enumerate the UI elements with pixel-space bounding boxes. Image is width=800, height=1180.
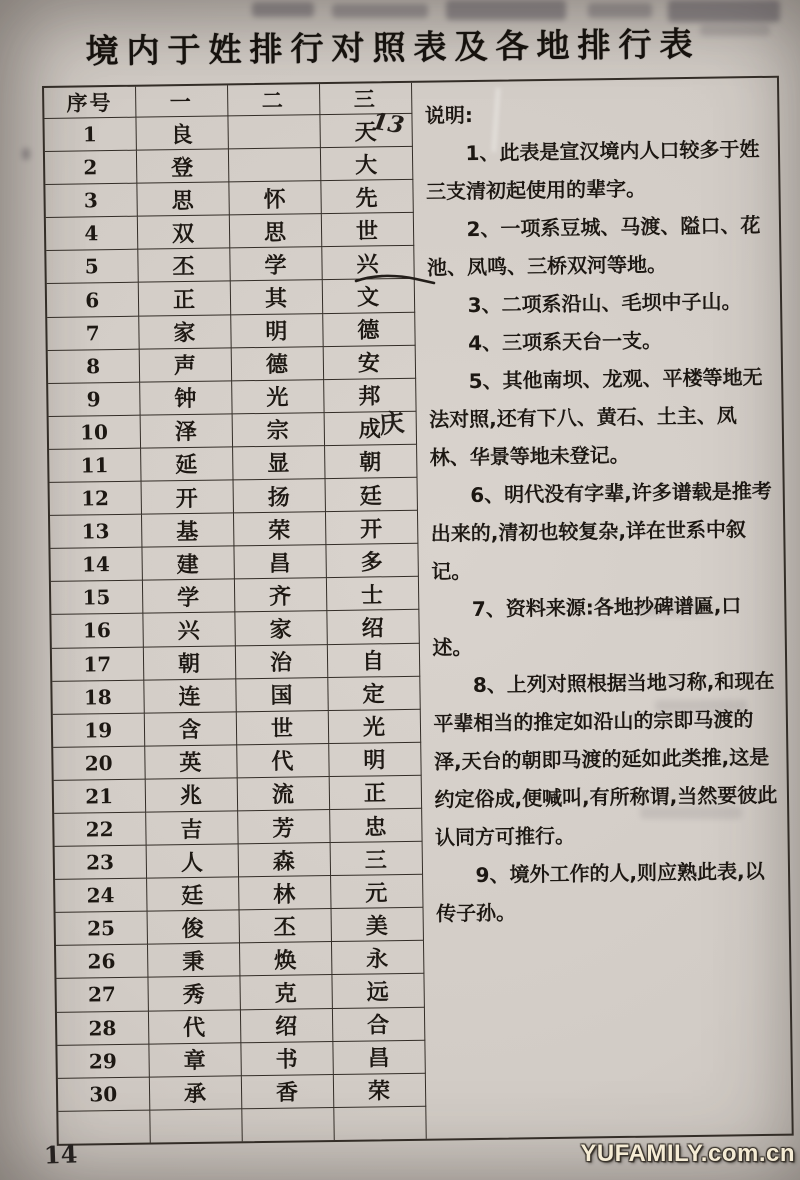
generation-char-cell: 元 <box>330 874 422 908</box>
table-row <box>46 213 413 251</box>
table-row <box>55 841 422 879</box>
note-item: 7、资料来源:各地抄碑谱匾,口述。 <box>432 593 742 660</box>
row-number-cell: 21 <box>54 779 145 813</box>
generation-char-cell: 扬 <box>233 479 325 513</box>
generation-char-cell: 人 <box>146 844 238 878</box>
table-row <box>54 808 421 846</box>
table-row <box>56 908 423 946</box>
generation-char-cell: 定 <box>327 676 419 710</box>
table-row <box>47 312 414 350</box>
table-row <box>50 510 417 548</box>
table-header-cell: 二 <box>227 84 319 116</box>
generation-char-cell: 合 <box>332 1007 424 1041</box>
generation-char-cell: 绍 <box>240 1008 332 1042</box>
page-title: 境内于姓排行对照表及各地排行表 <box>85 24 701 71</box>
generation-char-cell: 齐 <box>234 578 326 612</box>
generation-char-cell: 成 <box>324 411 416 445</box>
generation-char-cell: 德 <box>322 312 414 346</box>
row-number-cell: 3 <box>45 183 136 217</box>
generation-char-cell: 昌 <box>332 1040 424 1074</box>
row-number-cell: 12 <box>50 481 141 515</box>
bleed-through-mark <box>22 148 30 160</box>
row-number-cell: 18 <box>52 680 143 714</box>
generation-char-cell: 基 <box>141 513 233 547</box>
generation-char-cell: 承 <box>149 1076 241 1110</box>
generation-char-cell: 自 <box>327 643 419 677</box>
handwritten-stroke <box>352 270 438 290</box>
generation-char-cell <box>227 115 319 149</box>
generation-char-cell: 森 <box>238 843 330 877</box>
generation-char-cell: 吉 <box>145 811 237 845</box>
generation-char-cell: 思 <box>229 214 321 248</box>
row-number-cell: 30 <box>58 1077 149 1111</box>
generation-char-cell: 香 <box>241 1074 333 1108</box>
table-row <box>52 676 419 714</box>
generation-char-cell: 芳 <box>237 810 329 844</box>
generation-char-cell: 文 <box>322 279 414 313</box>
generation-char-cell: 其 <box>230 280 322 314</box>
row-number-cell: 8 <box>48 349 139 383</box>
generation-char-cell: 声 <box>139 348 231 382</box>
table-row <box>48 345 415 383</box>
generation-char-cell <box>333 1106 425 1140</box>
row-number-cell: 1 <box>44 117 135 151</box>
row-number-cell: 14 <box>50 547 141 581</box>
notes-list <box>425 130 783 933</box>
generation-char-cell: 正 <box>329 775 421 809</box>
generation-char-cell: 良 <box>135 116 227 150</box>
row-number-cell: 10 <box>49 415 140 449</box>
generation-char-cell: 开 <box>325 510 417 544</box>
watermark: YUFAMILY.com.cn <box>580 1140 795 1167</box>
note-item: 6、明代没有字辈,许多谱载是推考出来的,清初也较复杂,详在世系中叙记。 <box>430 478 772 584</box>
generation-char-cell: 双 <box>137 215 229 249</box>
row-number-cell: 23 <box>55 845 146 879</box>
generation-char-cell: 思 <box>136 182 228 216</box>
generation-char-cell: 开 <box>141 480 233 514</box>
generation-char-cell: 宗 <box>232 412 324 446</box>
generation-char-cell: 登 <box>136 149 228 183</box>
page-number: 14 <box>43 1139 78 1170</box>
generation-char-cell: 秉 <box>147 943 239 977</box>
generation-char-cell: 含 <box>144 712 236 746</box>
generation-char-cell: 兆 <box>145 778 237 812</box>
generation-char-cell: 先 <box>320 180 412 214</box>
generation-char-cell: 朝 <box>324 444 416 478</box>
table-row <box>57 1040 424 1078</box>
generation-char-cell: 丕 <box>137 248 229 282</box>
row-number-cell: 9 <box>48 382 139 416</box>
generation-char-cell: 泽 <box>140 414 232 448</box>
table-row <box>55 874 422 912</box>
generation-char-cell: 显 <box>232 446 324 480</box>
row-number-cell: 29 <box>57 1044 148 1078</box>
notes-heading: 说明: <box>424 102 474 128</box>
table-row <box>52 643 419 681</box>
row-number-cell: 2 <box>45 150 136 184</box>
generation-char-cell: 兴 <box>321 246 413 280</box>
generation-char-cell: 家 <box>138 314 230 348</box>
generation-char-cell: 天 <box>319 113 411 147</box>
generation-char-cell: 荣 <box>233 512 325 546</box>
row-number-cell: 27 <box>56 978 147 1012</box>
generation-char-cell: 世 <box>236 710 328 744</box>
generation-char-cell: 德 <box>231 346 323 380</box>
generation-char-cell: 兴 <box>142 612 234 646</box>
table-row <box>58 1073 425 1111</box>
generation-char-cell: 永 <box>331 941 423 975</box>
generation-char-cell: 章 <box>148 1042 240 1076</box>
generation-char-cell: 治 <box>235 644 327 678</box>
content-frame <box>42 76 794 1146</box>
generation-char-cell: 代 <box>236 743 328 777</box>
row-number-cell: 4 <box>46 216 137 250</box>
table-row <box>56 941 423 979</box>
generation-char-cell: 代 <box>148 1009 240 1043</box>
row-number-cell: 7 <box>47 316 138 350</box>
generation-char-cell: 国 <box>235 677 327 711</box>
generation-char-cell: 克 <box>239 975 331 1009</box>
generation-table-body <box>44 113 425 1144</box>
generation-char-cell: 美 <box>331 908 423 942</box>
row-number-cell: 16 <box>51 614 142 648</box>
note-item: 3、二项系沿山、毛坝中子山。 <box>467 289 742 318</box>
generation-char-cell: 家 <box>234 611 326 645</box>
handwritten-mark-row10: 庆 <box>377 407 406 440</box>
generation-char-cell: 多 <box>325 544 417 578</box>
generation-char-cell: 士 <box>326 577 418 611</box>
row-number-cell: 11 <box>49 448 140 482</box>
table-row <box>50 544 417 582</box>
note-item: 1、此表是宣汉境内人口较多于姓三支清初起使用的辈字。 <box>425 136 760 204</box>
table-header-cell: 三 <box>319 83 411 115</box>
table-row <box>50 477 417 515</box>
generation-char-cell: 忠 <box>329 808 421 842</box>
generation-char-cell: 流 <box>237 776 329 810</box>
table-row <box>49 444 416 482</box>
generation-char-cell: 正 <box>138 281 230 315</box>
generation-char-cell: 远 <box>331 974 423 1008</box>
generation-char-cell: 邦 <box>323 378 415 412</box>
table-row <box>45 146 412 184</box>
generation-char-cell: 昌 <box>233 545 325 579</box>
generation-char-cell: 学 <box>142 579 234 613</box>
generation-char-cell: 英 <box>144 745 236 779</box>
generation-char-cell: 廷 <box>325 477 417 511</box>
generation-char-cell: 丕 <box>239 909 331 943</box>
generation-char-cell: 书 <box>240 1041 332 1075</box>
note-item: 4、三项系天台一支。 <box>467 328 663 356</box>
table-row <box>49 411 416 449</box>
row-number-cell: 17 <box>52 647 143 681</box>
table-row <box>44 113 411 151</box>
note-item: 8、上列对照根据当地习称,和现在平辈相当的推定如沿山的宗即马渡的泽,天台的朝即马渡的延如此类推,这是约定俗成,便喊叫,有所称谓,当然要彼此认同方可推行。 <box>433 668 778 850</box>
generation-char-cell <box>241 1107 333 1141</box>
note-item: 2、一项系豆城、马渡、隘口、花池、凤鸣、三桥双河等地。 <box>426 212 761 280</box>
generation-char-cell: 建 <box>141 546 233 580</box>
row-number-cell: 22 <box>54 812 145 846</box>
table-row <box>45 180 412 218</box>
table-header-cell: 序号 <box>44 87 135 119</box>
generation-char-cell <box>228 148 320 182</box>
row-number-cell: 26 <box>56 944 147 978</box>
notes-panel <box>411 78 791 1139</box>
generation-char-cell <box>149 1109 241 1143</box>
row-number-cell: 28 <box>57 1011 148 1045</box>
note-item: 9、境外工作的人,则应熟此表,以传子孙。 <box>435 858 765 926</box>
generation-char-cell: 荣 <box>333 1073 425 1107</box>
generation-char-cell: 绍 <box>326 610 418 644</box>
row-number-cell: 20 <box>53 746 144 780</box>
table-header-row <box>44 83 411 119</box>
bleed-through-mark <box>252 2 314 17</box>
generation-char-cell: 大 <box>320 146 412 180</box>
handwritten-mark-row1: 13 <box>370 107 406 140</box>
table-header-cell: 一 <box>135 85 227 117</box>
row-number-cell: 5 <box>46 250 137 284</box>
generation-char-cell: 世 <box>321 213 413 247</box>
generation-char-cell: 光 <box>328 709 420 743</box>
generation-char-cell: 焕 <box>239 942 331 976</box>
row-number-cell: 15 <box>51 580 142 614</box>
row-number-cell: 13 <box>50 514 141 548</box>
table-row <box>53 709 420 747</box>
generation-char-cell: 廷 <box>146 877 238 911</box>
generation-char-cell: 秀 <box>147 976 239 1010</box>
note-item: 5、其他南坝、龙观、平楼等地无法对照,还有下八、黄石、土主、凤林、华景等地未登记。 <box>429 364 763 470</box>
row-number-cell: 19 <box>53 713 144 747</box>
bleed-through-mark <box>332 4 428 18</box>
generation-char-cell: 明 <box>230 313 322 347</box>
row-number-cell: 24 <box>55 878 146 912</box>
generation-char-cell: 延 <box>140 447 232 481</box>
bleed-through-mark <box>588 3 652 18</box>
generation-char-cell: 连 <box>143 678 235 712</box>
table-row <box>57 1007 424 1045</box>
generation-char-cell: 三 <box>330 841 422 875</box>
generation-char-cell: 怀 <box>228 181 320 215</box>
table-row <box>53 742 420 780</box>
generation-char-cell: 朝 <box>143 645 235 679</box>
row-number-cell: 6 <box>47 283 138 317</box>
table-row <box>54 775 421 813</box>
generation-char-cell: 明 <box>328 742 420 776</box>
table-row <box>58 1106 425 1144</box>
generation-char-cell: 俊 <box>147 910 239 944</box>
table-row <box>56 974 423 1012</box>
generation-char-cell: 林 <box>238 876 330 910</box>
generation-char-cell: 安 <box>323 345 415 379</box>
bleed-through-mark <box>446 0 566 20</box>
table-row <box>51 577 418 615</box>
row-number-cell: 25 <box>56 911 147 945</box>
table-row <box>51 610 418 648</box>
generation-char-cell: 光 <box>231 379 323 413</box>
generation-char-cell: 学 <box>229 247 321 281</box>
table-row <box>48 378 415 416</box>
generation-char-cell: 钟 <box>139 381 231 415</box>
generation-table <box>44 83 426 1144</box>
